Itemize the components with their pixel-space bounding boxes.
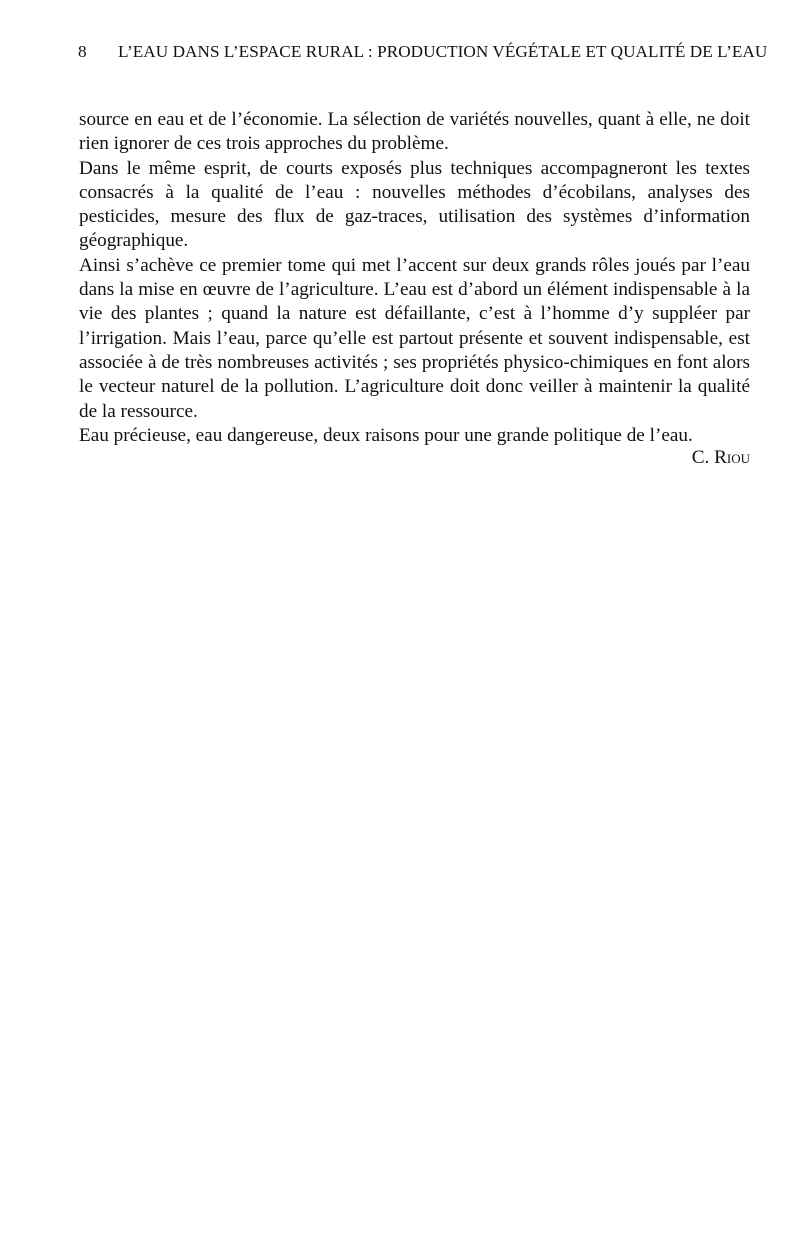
paragraph-4: Eau précieuse, eau dangereuse, deux raisons pour une grande politique de l’eau.	[79, 424, 693, 446]
paragraph-3: Ainsi s’achève ce premier tome qui met l’accent sur deux grands rôles joués par l’eau dans la mise en œuvre de l’agriculture. L’eau est d’abord un élément indispensable à la vie des plantes ; quand la nature est défaillante, c’est à l’homme d’y suppléer par l’irrigation. Mais l’eau, parce qu’elle est partout présente et souvent indispensable, est associée à de très nombreuses activités ; ses propriétés physico-chimiques en font alors le vecteur naturel de la pollution. L’agriculture doit donc veiller à maintenir la qualité de la ressource.	[79, 254, 750, 422]
signature-surname: Riou	[714, 447, 750, 468]
author-signature	[692, 446, 750, 470]
running-title: L’EAU DANS L’ESPACE RURAL : PRODUCTION VÉGÉTALE ET QUALITÉ DE L’EAU	[118, 42, 768, 61]
signature-initial: C.	[691, 447, 710, 468]
paragraph-2: Dans le même esprit, de courts exposés plus techniques accompagneront les textes consacrés à la qualité de l’eau : nouvelles méthodes d’écobilans, analyses des pesticides, mesure des flux de gaz-traces, utilisation des systèmes d’information géographique.	[79, 157, 750, 252]
running-header	[78, 40, 768, 64]
page-number: 8	[78, 42, 87, 61]
body-text	[79, 108, 750, 448]
paragraph-1: source en eau et de l’économie. La sélection de variétés nouvelles, quant à elle, ne doit rien ignorer de ces trois approches du problème.	[79, 109, 750, 155]
